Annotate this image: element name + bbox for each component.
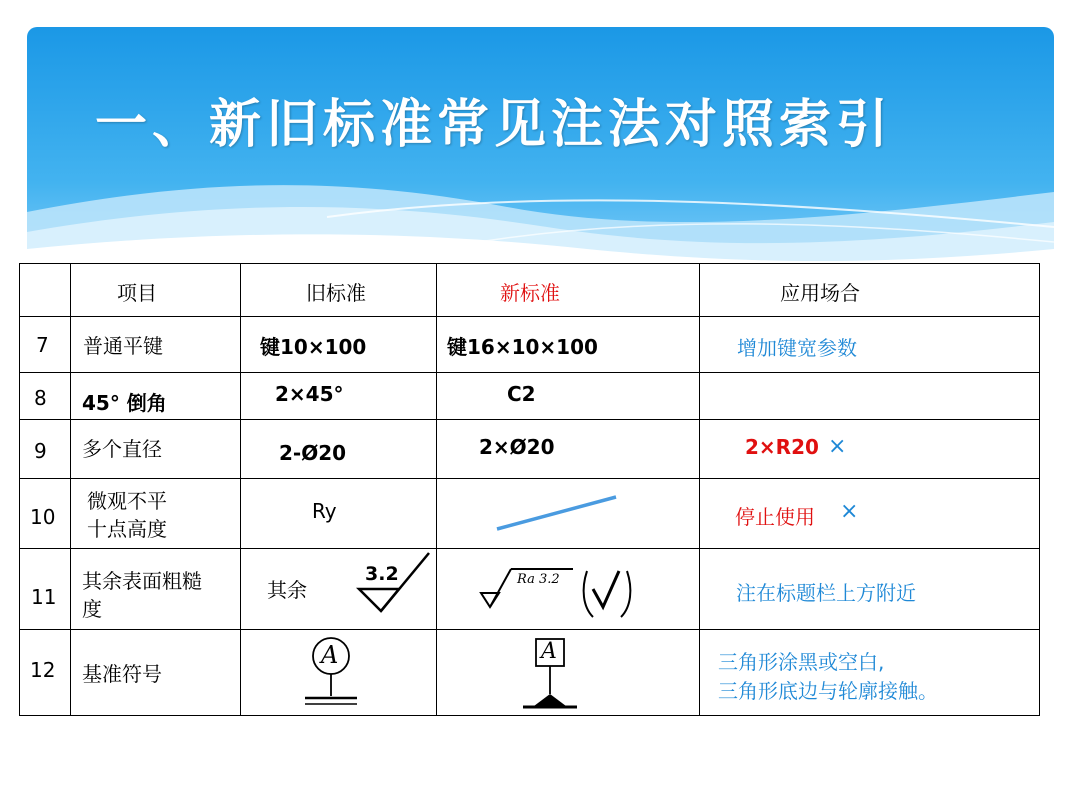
row-app: 2×R20 [745, 435, 819, 459]
comparison-table [19, 263, 1040, 716]
row-num: 8 [34, 386, 47, 410]
row-item: 多个直径 [82, 437, 162, 461]
row-item-line2: 十点高度 [87, 517, 167, 541]
row-new: 2×Ø20 [479, 435, 555, 459]
table-row [20, 630, 1040, 716]
row-item: 微观不平 [87, 489, 167, 513]
row-num: 9 [34, 439, 47, 463]
row-item: 其余表面粗糙 [82, 569, 202, 593]
header-old: 旧标准 [241, 264, 437, 317]
table-row [20, 317, 1040, 373]
cross-mark: × [828, 434, 847, 459]
row-new: C2 [507, 382, 536, 406]
row-app-line2: 三角形底边与轮廓接触。 [718, 679, 938, 703]
datum-letter-old: A [321, 641, 339, 669]
row-old: 2×45° [275, 382, 344, 406]
header-item: 项目 [71, 264, 241, 317]
datum-symbol-new-icon [437, 630, 700, 716]
row-num: 10 [30, 505, 56, 529]
page-title: 一、新旧标准常见注法对照索引 [95, 94, 894, 155]
rest-label: 其余 [267, 578, 307, 602]
row-num: 11 [31, 585, 57, 609]
header-app: 应用场合 [700, 264, 1040, 317]
row-item: 普通平键 [83, 334, 163, 358]
roughness-symbol-icon [241, 549, 437, 630]
row-old: 2-Ø20 [279, 441, 347, 465]
row-num: 7 [36, 333, 49, 357]
table-header-row [20, 264, 1040, 317]
table-row [20, 549, 1040, 630]
row-num: 12 [30, 658, 56, 682]
roughness-value: 3.2 [365, 563, 399, 585]
row-app: 注在标题栏上方附近 [736, 581, 916, 605]
row-app: 三角形涂黑或空白, [718, 650, 885, 674]
wave-background [27, 27, 1054, 287]
cross-mark: × [840, 499, 859, 524]
row-item: 基准符号 [82, 662, 162, 686]
datum-symbol-old-icon [241, 630, 437, 716]
row-new: 键16×10×100 [447, 335, 598, 359]
title-banner [27, 27, 1054, 287]
table-row [20, 479, 1040, 549]
row-old: 键10×100 [260, 335, 367, 359]
table-row [20, 420, 1040, 479]
straight-line-icon [437, 479, 700, 549]
datum-letter-new: A [541, 639, 557, 664]
header-num [20, 264, 71, 317]
ra-roughness-symbol-icon [437, 549, 700, 630]
ra-value: Ra 3.2 [517, 572, 560, 587]
row-app: 停止使用 [735, 505, 815, 529]
header-new: 新标准 [437, 264, 700, 317]
row-item: 45° 倒角 [82, 391, 167, 415]
row-item-line2: 度 [82, 597, 102, 621]
row-app: 增加键宽参数 [737, 336, 857, 360]
row-old: Ry [312, 499, 337, 523]
table-row [20, 373, 1040, 420]
